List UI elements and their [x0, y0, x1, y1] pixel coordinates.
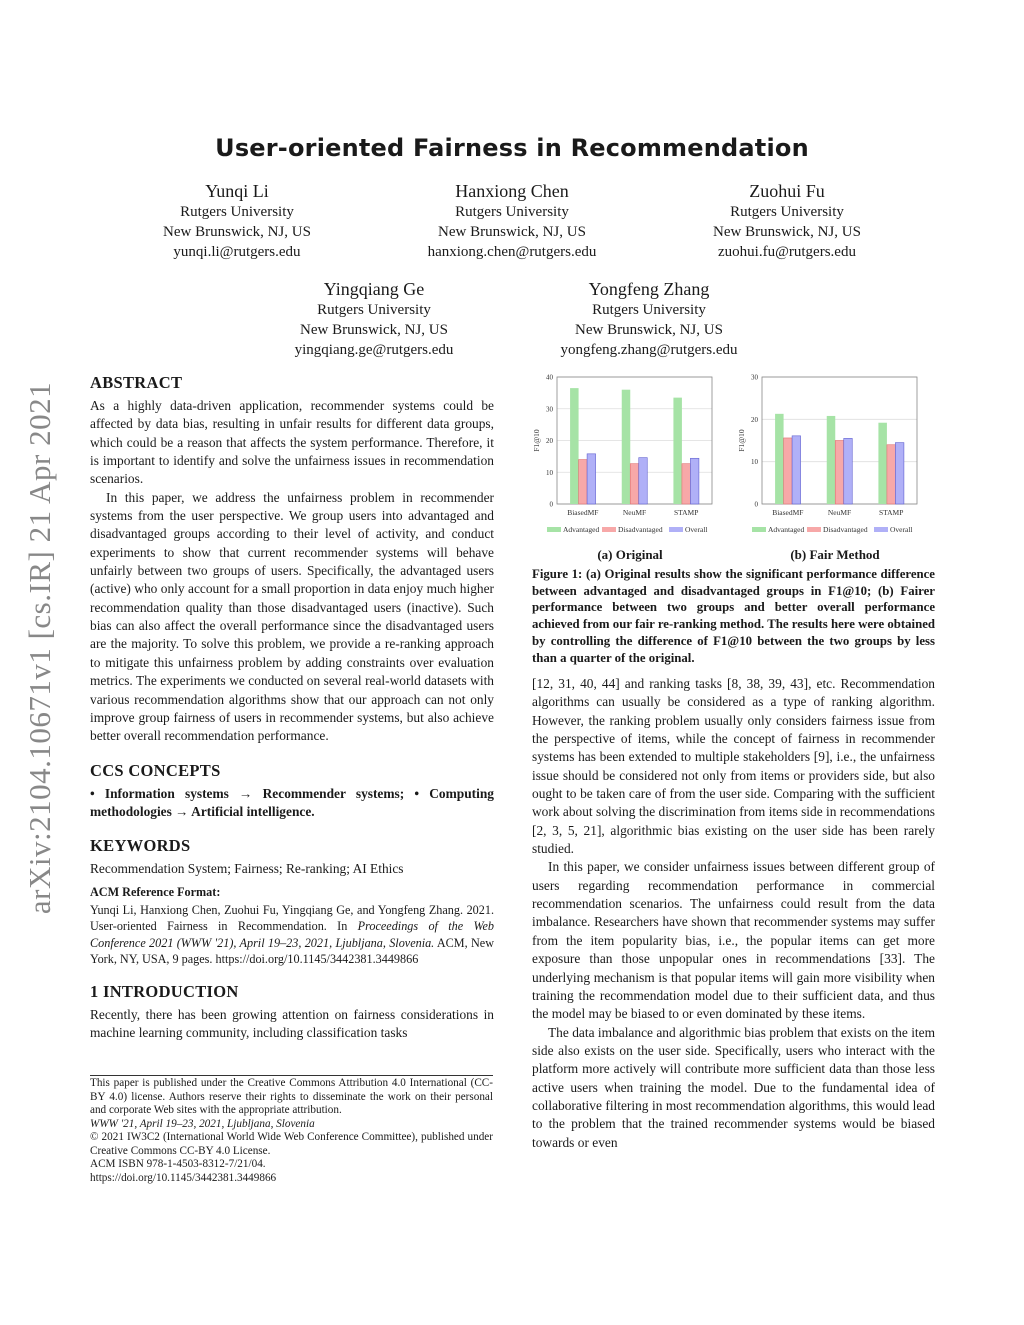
legend-label: Advantaged: [563, 525, 600, 534]
arxiv-stamp: arXiv:2104.10671v1 [cs.IR] 21 Apr 2021: [22, 381, 57, 915]
author-name: Zuohui Fu: [749, 181, 825, 201]
bar-overall: [895, 443, 904, 504]
y-tick-label: 30: [751, 373, 758, 382]
left-column: [90, 373, 494, 1042]
abstract-paragraph: As a highly data-driven application, recommender systems could be affected by data bias, resulting in unfair results for different data groups, which could be a reason that affects the system performance. Therefore, it is important to identify and solve the unfairness issues in recommendation scenarios.: [90, 398, 494, 487]
ccs-text: • Information systems → Recommender systems; • Computing methodologies → Artificial intelligence.: [90, 785, 494, 819]
y-axis-label: F1@10: [737, 429, 746, 452]
author-block: [382, 180, 642, 262]
figure-caption-text: (a) Original results show the significant performance difference between advantaged and disadvantaged groups in F1@10; (b) Fairer performance between two groups and better overall performance achieved from our fair re-ranking method. The results here were obtained by controlling the difference of F1@10 between the two groups by less than a quarter of the original.: [532, 567, 935, 665]
bar-disadvantaged: [579, 460, 588, 504]
legend-swatch: [547, 527, 561, 532]
author-block: [519, 278, 779, 360]
bar-overall: [639, 458, 648, 504]
acm-ref-venue: Proceedings of the Web Conference 2021 (WWW '21), April 19–23, 2021, Ljubljana, Slovenia.: [90, 919, 495, 950]
author-email: yingqiang.ge@rutgers.edu: [294, 342, 454, 358]
bar-advantaged: [673, 398, 682, 504]
author-name: Hanxiong Chen: [455, 181, 569, 201]
body-paragraph: The data imbalance and algorithmic bias problem that exists on the item side also exists on the user side. Specifically, users who interact with the platform more actively will contribute more sufficient data than those less active users when training the model. Due to the fundamental idea of collaborative filtering in most recommendation algorithms, this would lead to the problem that the trained recommender systems would be biased towards or even: [532, 1024, 935, 1150]
acm-ref-publisher: ACM, New York, NY, USA, 9 pages. https://doi.org/10.1145/3442381.3449866: [90, 935, 495, 967]
figure-caption: [532, 566, 935, 666]
author-location: New Brunswick, NJ, US: [575, 322, 723, 338]
legend-label: Overall: [685, 525, 708, 534]
footnote: [90, 1077, 493, 1185]
bar-advantaged: [570, 388, 579, 504]
legend-swatch: [669, 527, 683, 532]
y-tick-label: 30: [546, 405, 553, 414]
ccs-heading: CCS CONCEPTS: [90, 760, 221, 780]
bar-disadvantaged: [835, 441, 844, 505]
author-location: New Brunswick, NJ, US: [163, 224, 311, 240]
keywords-text: Recommendation System; Fairness; Re-ranking; AI Ethics: [90, 861, 404, 877]
author-location: New Brunswick, NJ, US: [438, 224, 586, 240]
acm-ref-text: [90, 902, 494, 968]
y-tick-label: 10: [546, 468, 553, 477]
subcaption-a: (a) Original: [597, 547, 663, 562]
author-affiliation: Rutgers University: [317, 302, 431, 318]
y-tick-label: 10: [751, 458, 758, 467]
abstract-heading: ABSTRACT: [90, 373, 183, 392]
y-tick-label: 0: [549, 500, 553, 509]
author-email: yunqi.li@rutgers.edu: [173, 244, 301, 260]
paper-title: User-oriented Fairness in Recommendation: [215, 134, 809, 162]
author-affiliation: Rutgers University: [455, 204, 569, 220]
author-email: zuohui.fu@rutgers.edu: [718, 244, 856, 260]
author-block: [107, 180, 367, 262]
body-paragraph: [12, 31, 40, 44] and ranking tasks [8, 38, 39, 43], etc. Recommendation algorithms can usually be considered as a type of ranking algorithm. However, the ranking problem usually only considers fairness issue from the perspective of items, while the concept of fairness in recommender systems has been extended to multiple stakeholders [9], i.e., the unfairness issue should be considered not only from items or providers side, but also ought to be taken care of from the user side. Comparing with the sufficient work about solving the discrimination from items side in recommendations [2, 3, 5, 21], algorithmic bias existing on the user side has been rarely studied.: [532, 676, 935, 857]
footnote-conference: WWW '21, April 19–23, 2021, Ljubljana, Slovenia: [90, 1117, 315, 1130]
bar-overall: [690, 458, 699, 504]
bar-overall: [844, 438, 853, 504]
bar-advantaged: [878, 423, 887, 504]
acm-ref-heading: ACM Reference Format:: [90, 884, 221, 899]
x-tick-label: NeuMF: [827, 508, 852, 517]
author-affiliation: Rutgers University: [180, 204, 294, 220]
legend-swatch: [752, 527, 766, 532]
right-column: [532, 675, 935, 1152]
legend-label: Overall: [890, 525, 913, 534]
abstract-paragraph: In this paper, we address the unfairness problem in recommender systems from the user perspective. We group users into advantaged and disadvantaged groups according to their level of activity, and conduct experiments to show that current recommender systems will behave unfairly between two groups of users. Specifically, the advantaged users (active) who only account for a small proportion in data enjoy much higher recommendation quality than those disadvantaged users (inactive). Such bias can also affect the overall performance since the disadvantaged users are the majority. To solve this problem, we provide a re-ranking approach to mitigate this unfairness problem by adding constraints over evaluation metrics. The experiments we conducted on several real-world datasets with various recommendation algorithms show that our approach can not only improve group fairness of users in recommender systems, but also achieve better overall recommendation performance.: [90, 489, 494, 744]
x-tick-label: STAMP: [673, 508, 699, 517]
y-tick-label: 20: [546, 437, 553, 445]
legend-label: Disadvantaged: [618, 525, 663, 534]
legend-swatch: [807, 527, 821, 532]
author-block: [657, 180, 917, 262]
author-name: Yingqiang Ge: [323, 279, 425, 299]
author-affiliation: Rutgers University: [592, 302, 706, 318]
footnote-copyright: © 2021 IW3C2 (International World Wide Web Conference Committee), published under Creative Commons CC-BY 4.0 License.: [90, 1131, 493, 1157]
author-name: Yongfeng Zhang: [588, 279, 710, 299]
author-location: New Brunswick, NJ, US: [713, 224, 861, 240]
bar-disadvantaged: [784, 438, 793, 504]
body-paragraph: In this paper, we consider unfairness issues between different group of users regarding recommendation performance in commercial recommendation scenarios. The unfairness could result from the data imbalance. Researchers have shown that recommender systems may suffer from the item popularity bias, i.e., the popular items can get more exposure than those unpopular ones in recommendations [33]. The underlying mechanism is that popular items will gain more visibility when training the recommendation model due to their sufficient data, and thus the model may be biased to or even dominated by these items.: [532, 859, 935, 1022]
bar-disadvantaged: [682, 464, 691, 504]
y-tick-label: 40: [546, 373, 553, 382]
intro-paragraph: Recently, there has been growing attention on fairness considerations in machine learning community, including classification tasks: [90, 1006, 494, 1041]
bar-overall: [587, 454, 596, 504]
author-email: yongfeng.zhang@rutgers.edu: [560, 342, 738, 358]
legend-label: Disadvantaged: [823, 525, 868, 534]
intro-heading: 1 INTRODUCTION: [90, 981, 239, 1001]
author-email: hanxiong.chen@rutgers.edu: [427, 244, 597, 260]
y-tick-label: 20: [751, 415, 758, 424]
author-block: [244, 278, 504, 360]
figure-charts: [530, 365, 950, 545]
bar-advantaged: [827, 416, 836, 504]
bar-advantaged: [622, 390, 631, 504]
bar-overall: [792, 436, 801, 504]
bar-advantaged: [775, 414, 784, 504]
legend-swatch: [602, 527, 616, 532]
footnote-license: This paper is published under the Creative Commons Attribution 4.0 International (CC-BY 4.0) license. Authors reserve their rights to disseminate the work on their personal and corporate Web sites with the appropriate attribution.: [90, 1077, 493, 1116]
author-location: New Brunswick, NJ, US: [300, 322, 448, 338]
figure-label: Figure 1:: [532, 567, 583, 581]
bar-disadvantaged: [630, 464, 639, 504]
x-tick-label: NeuMF: [622, 508, 647, 517]
author-name: Yunqi Li: [205, 181, 269, 201]
x-tick-label: BiasedMF: [772, 508, 804, 517]
acm-ref-authors: Yunqi Li, Hanxiong Chen, Zuohui Fu, Yingqiang Ge, and Yongfeng Zhang. 2021. User-oriented Fairness in Recommendation. In: [90, 902, 494, 934]
subcaption-b: (b) Fair Method: [790, 547, 880, 562]
y-tick-label: 0: [754, 500, 758, 509]
keywords-heading: KEYWORDS: [90, 836, 191, 856]
x-tick-label: BiasedMF: [567, 508, 599, 517]
footnote-doi[interactable]: https://doi.org/10.1145/3442381.3449866: [90, 1171, 277, 1184]
x-tick-label: STAMP: [878, 508, 904, 517]
bar-disadvantaged: [887, 445, 896, 504]
y-axis-label: F1@10: [532, 429, 541, 452]
legend-swatch: [874, 527, 888, 532]
legend-label: Advantaged: [768, 525, 805, 534]
footnote-isbn: ACM ISBN 978-1-4503-8312-7/21/04.: [90, 1158, 266, 1170]
author-affiliation: Rutgers University: [730, 204, 844, 220]
footnote-rule: [90, 1075, 493, 1076]
